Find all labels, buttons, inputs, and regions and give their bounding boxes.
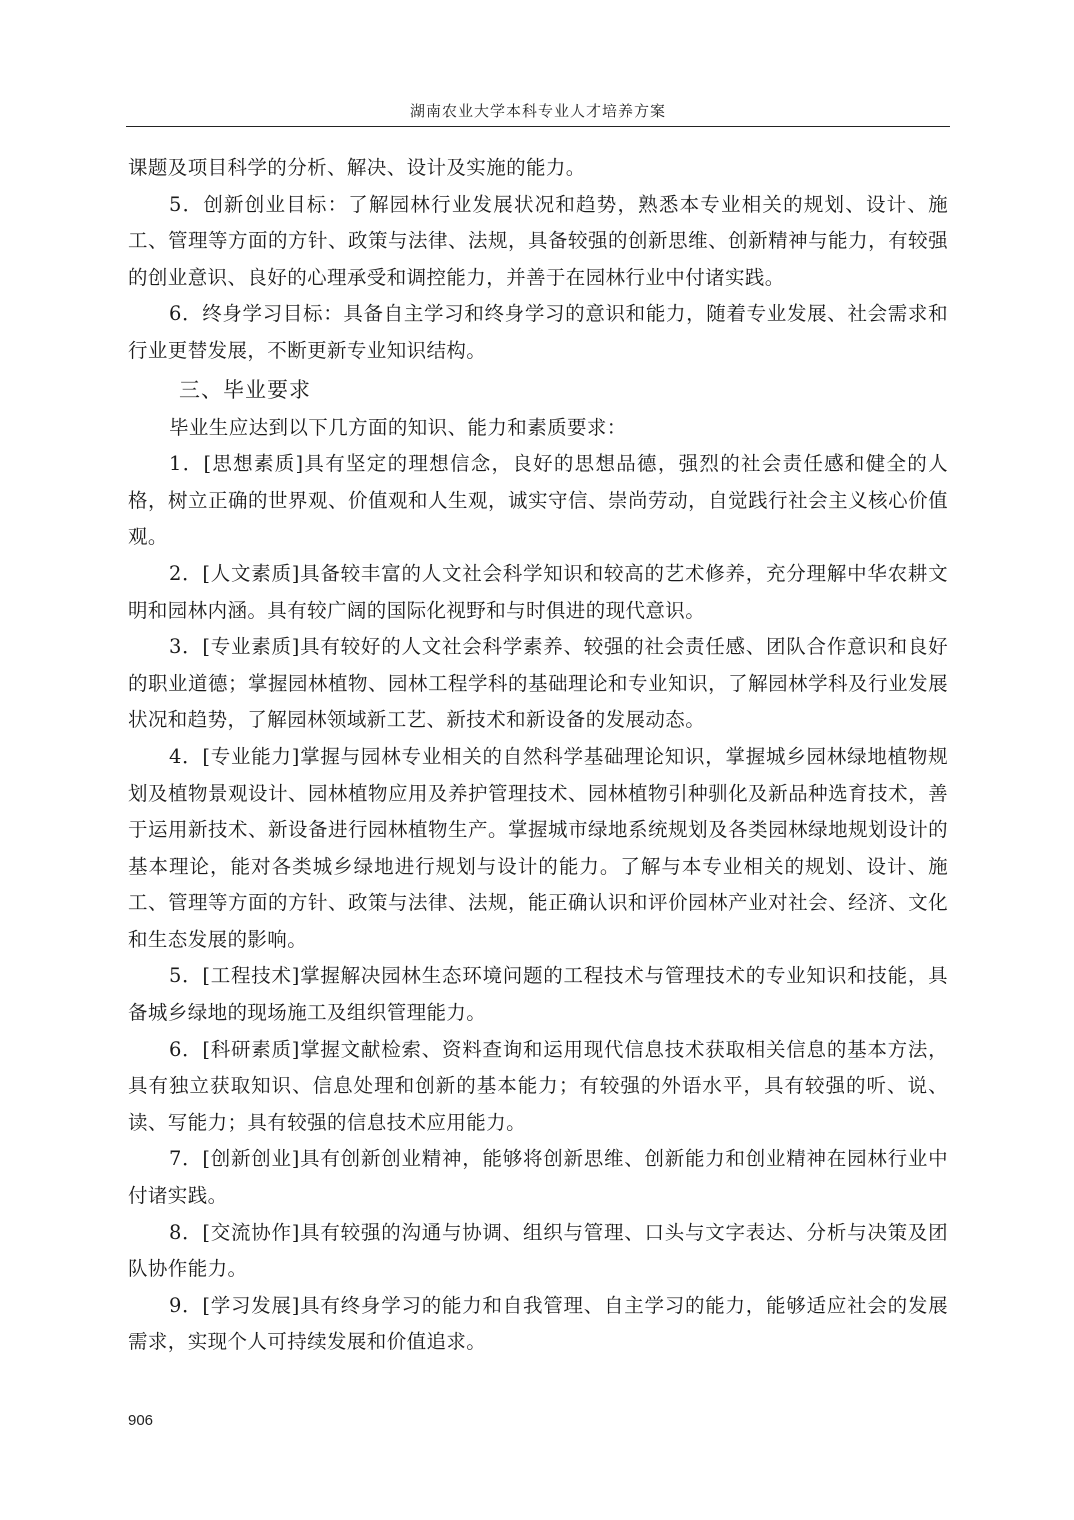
requirement-4: 4．[专业能力]掌握与园林专业相关的自然科学基础理论知识，掌握城乡园林绿地植物规划及植物景观设计、园林植物应用及养护管理技术、园林植物引种驯化及新品种选育技术，善于运用新技术、新设备进行园林植物生产。掌握城市绿地系统规划及各类园林绿地规划设计的基本理论，能对各类城乡绿地进行规划与设计的能力。了解与本专业相关的规划、设计、施工、管理等方面的方针、政策与法律、法规，能正确认识和评价园林产业对社会、经济、文化和生态发展的影响。 [128,744,948,951]
goal-5-paragraph: 5．创新创业目标：了解园林行业发展状况和趋势，熟悉本专业相关的规划、设计、施工、管理等方面的方针、政策与法律、法规，具备较强的创新思维、创新精神与能力，有较强的创业意识、良好的心理承受和调控能力，并善于在园林行业中付诸实践。 [128,192,948,289]
requirement-6: 6．[科研素质]掌握文献检索、资料查询和运用现代信息技术获取相关信息的基本方法，具有独立获取知识、信息处理和创新的基本能力；有较强的外语水平，具有较强的听、说、读、写能力；具有较强的信息技术应用能力。 [128,1037,948,1134]
section-heading-graduation-requirements: 三、毕业要求 [179,377,311,402]
continuation-paragraph: 课题及项目科学的分析、解决、设计及实施的能力。 [128,156,586,179]
requirement-7: 7．[创新创业]具有创新创业精神，能够将创新思维、创新能力和创业精神在园林行业中付诸实践。 [128,1147,948,1208]
requirement-8: 8．[交流协作]具有较强的沟通与协调、组织与管理、口头与文字表达、分析与决策及团队协作能力。 [128,1220,948,1281]
requirement-3: 3．[专业素质]具有较好的人文社会科学素养、较强的社会责任感、团队合作意识和良好的职业道德；掌握园林植物、园林工程学科的基础理论和专业知识，了解园林学科及行业发展状况和趋势，了解园林领域新工艺、新技术和新设备的发展动态。 [128,635,948,732]
page-header-title: 湖南农业大学本科专业人才培养方案 [409,102,666,120]
requirement-5: 5．[工程技术]掌握解决园林生态环境问题的工程技术与管理技术的专业知识和技能，具备城乡绿地的现场施工及组织管理能力。 [128,964,948,1025]
requirements-intro: 毕业生应达到以下几方面的知识、能力和素质要求： [169,415,627,439]
document-body [128,150,948,1361]
requirement-1: 1．[思想素质]具有坚定的理想信念，良好的思想品德，强烈的社会责任感和健全的人格，树立正确的世界观、价值观和人生观，诚实守信、崇尚劳动，自觉践行社会主义核心价值观。 [128,452,948,549]
page-number: 906 [128,1412,154,1429]
goal-6-paragraph: 6．终身学习目标：具备自主学习和终身学习的意识和能力，随着专业发展、社会需求和行业更替发展，不断更新专业知识结构。 [128,302,948,362]
header-divider [126,126,950,127]
requirement-9: 9．[学习发展]具有终身学习的能力和自我管理、自主学习的能力，能够适应社会的发展需求，实现个人可持续发展和价值追求。 [128,1293,948,1354]
requirement-2: 2．[人文素质]具备较丰富的人文社会科学知识和较高的艺术修养，充分理解中华农耕文明和园林内涵。具有较广阔的国际化视野和与时俱进的现代意识。 [128,561,948,622]
